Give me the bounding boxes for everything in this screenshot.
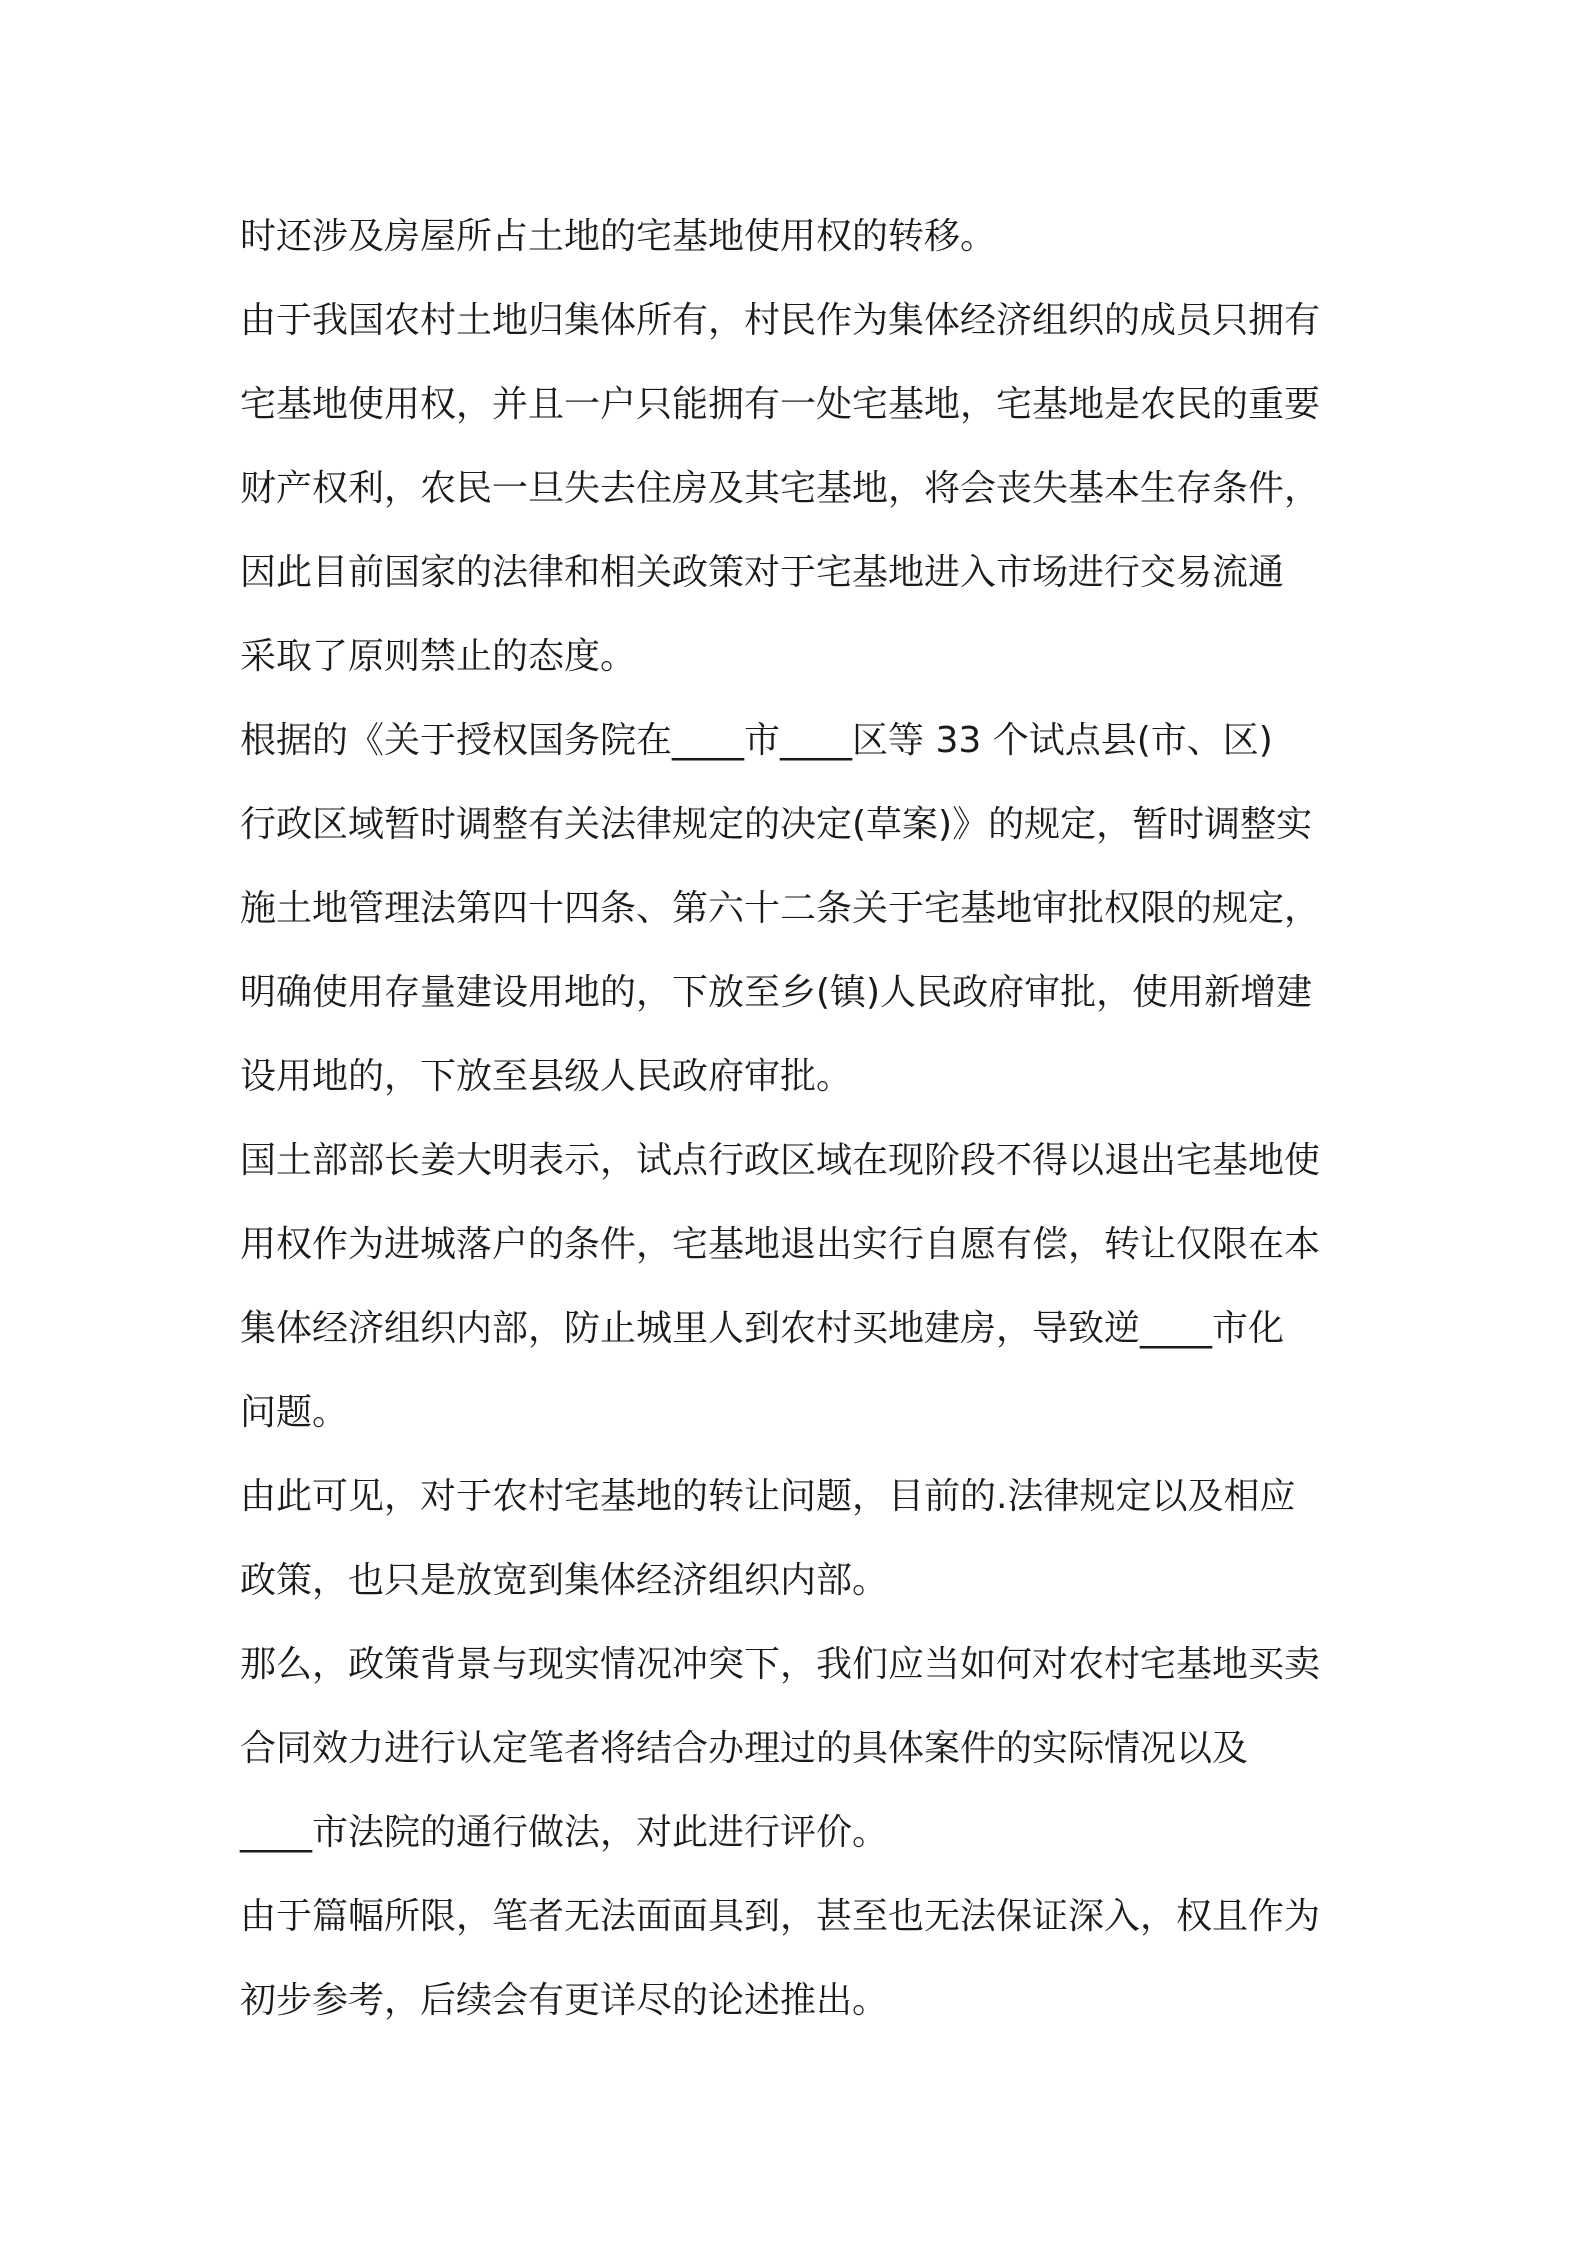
text-line: 宅基地使用权，并且一户只能拥有一处宅基地，宅基地是农民的重要 <box>240 384 1321 425</box>
text-line: 时还涉及房屋所占土地的宅基地使用权的转移。 <box>240 216 997 257</box>
text-line: 明确使用存量建设用地的，下放至乡(镇)人民政府审批，使用新增建 <box>240 972 1313 1013</box>
text-line: ____市法院的通行做法，对此进行评价。 <box>240 1812 889 1853</box>
text-line: 由于我国农村土地归集体所有，村民作为集体经济组织的成员只拥有 <box>240 300 1321 341</box>
text-line: 根据的《关于授权国务院在____市____区等 33 个试点县(市、区) <box>240 720 1273 761</box>
text-line: 行政区域暂时调整有关法律规定的决定(草案)》的规定，暂时调整实 <box>240 804 1313 845</box>
text-line: 由此可见，对于农村宅基地的转让问题，目前的.法律规定以及相应 <box>240 1476 1296 1517</box>
document-body <box>240 195 1370 2043</box>
text-line: 由于篇幅所限，笔者无法面面具到，甚至也无法保证深入，权且作为 <box>240 1896 1321 1937</box>
text-line: 政策，也只是放宽到集体经济组织内部。 <box>240 1560 889 1601</box>
text-line: 合同效力进行认定笔者将结合办理过的具体案件的实际情况以及 <box>240 1728 1249 1769</box>
text-line: 问题。 <box>240 1392 349 1433</box>
text-line: 采取了原则禁止的态度。 <box>240 636 637 677</box>
text-line: 初步参考，后续会有更详尽的论述推出。 <box>240 1980 889 2021</box>
text-line: 国土部部长姜大明表示，试点行政区域在现阶段不得以退出宅基地使 <box>240 1140 1321 1181</box>
text-line: 因此目前国家的法律和相关政策对于宅基地进入市场进行交易流通 <box>240 552 1285 593</box>
text-line: 那么，政策背景与现实情况冲突下，我们应当如何对农村宅基地买卖 <box>240 1644 1321 1685</box>
text-line: 财产权利，农民一旦失去住房及其宅基地，将会丧失基本生存条件， <box>240 468 1321 509</box>
text-line: 设用地的，下放至县级人民政府审批。 <box>240 1056 853 1097</box>
text-line: 施土地管理法第四十四条、第六十二条关于宅基地审批权限的规定， <box>240 888 1321 929</box>
text-line: 用权作为进城落户的条件，宅基地退出实行自愿有偿，转让仅限在本 <box>240 1224 1321 1265</box>
text-line: 集体经济组织内部，防止城里人到农村买地建房，导致逆____市化 <box>240 1308 1285 1349</box>
